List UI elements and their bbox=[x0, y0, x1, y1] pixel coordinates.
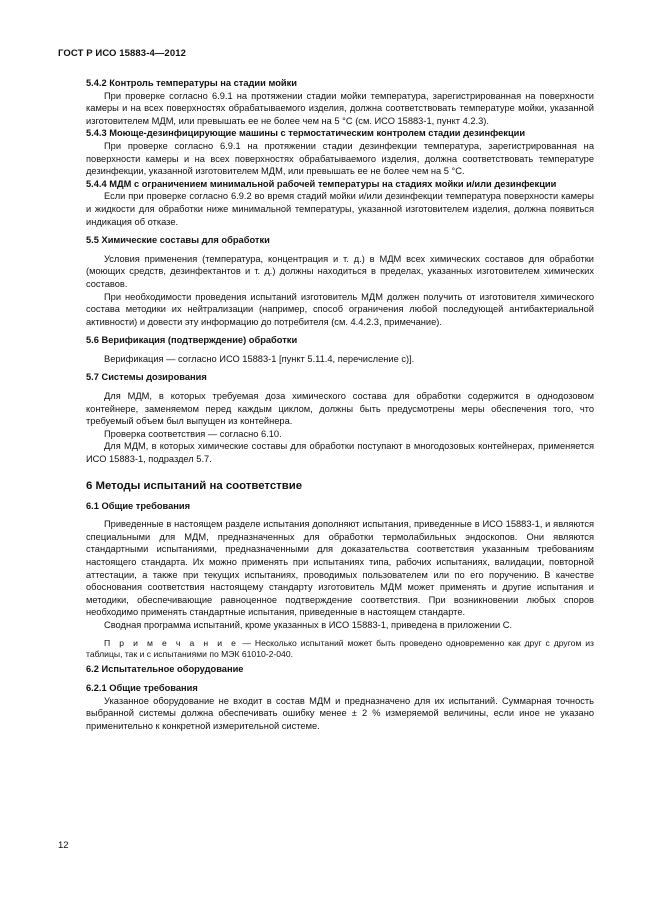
paragraph: Условия применения (температура, концентрация и т. д.) в МДМ всех химических составов для обработки (моющих средств, дезинфектантов и т. д.) должны находиться в пределах, указанных изготовителем химических составов. bbox=[86, 253, 594, 289]
note-label: П р и м е ч а н и е bbox=[104, 637, 239, 648]
paragraph: При проверке согласно 6.9.1 на протяжении стадии мойки температура, зарегистрированная на поверхности камеры и на всех поверхностях обрабатываемого изделия, должна соответствовать температуре мойки, указанной изготовителем МДМ, или превышать ее не более чем на 5 °С (см. ИСО 15883-1, пункт 4.2.3). bbox=[86, 90, 594, 126]
paragraph: Указанное оборудование не входит в состав МДМ и предназначено для их испытаний. Суммарная точность выбранной системы должна обеспечивать ошибку менее ± 2 % измеряемой величины, если иное не указано применительно к конкретной измерительной системе. bbox=[86, 695, 594, 731]
section-heading-5-6: 5.6 Верификация (подтверждение) обработки bbox=[86, 335, 298, 346]
section-heading-5-4-3: 5.4.3 Моюще-дезинфицирующие машины с термостатическим контролем стадии дезинфекции bbox=[86, 128, 526, 139]
section-heading-5-5: 5.5 Химические составы для обработки bbox=[86, 235, 270, 246]
section-heading-5-4-2: 5.4.2 Контроль температуры на стадии мойки bbox=[86, 78, 297, 88]
section-heading-6-1: 6.1 Общие требования bbox=[86, 500, 191, 511]
note bbox=[86, 638, 594, 661]
paragraph: Для МДМ, в которых требуемая доза химического состава для обработки содержится в однодозовом контейнере, заменяемом перед каждым циклом, должны быть предусмотрены меры обеспечения того, что требуемый объем был выпущен из контейнера. bbox=[86, 391, 594, 427]
section-heading-5-4-4: 5.4.4 МДМ с ограничением минимальной рабочей температуры на стадиях мойки и/или дезинфекции bbox=[86, 178, 557, 189]
section-heading-5-7: 5.7 Системы дозирования bbox=[86, 372, 207, 383]
paragraph: Проверка соответствия — согласно 6.10. bbox=[104, 428, 282, 439]
paragraph: Если при проверке согласно 6.9.2 во время стадий мойки и/или дезинфекции температура поверхности камеры и жидкости для обработки ниже минимальной температуры, указанной изготовителем изделия, должна появиться индикация об отказе. bbox=[86, 191, 594, 227]
paragraph: Приведенные в настоящем разделе испытания дополняют испытания, приведенные в ИСО 15883-1, и являются специальными для МДМ, предназначенных для обработки термолабильных эндоскопов. Они являются стандартными испытаниями, предназначенными для доказательства соответствия указанным требованиям настоящего стандарта. Их можно применять при испытаниях типа, рабочих испытаниях, валидации, повторной аттестации, а также при текущих испытаниях, проводимых пользователем или по его поручению. В качестве обоснования соответствия настоящему стандарту изготовитель МДМ может применять и другие испытания и методики, обеспечивающие равноценное подтверждение соответствия. При возникновении любых споров необходимо применять стандартные испытания, приведенные в настоящем стандарте. bbox=[86, 519, 594, 618]
paragraph: Верификация — согласно ИСО 15883-1 [пункт 5.11.4, перечисление с)]. bbox=[104, 353, 415, 364]
section-heading-6-2: 6.2 Испытательное оборудование bbox=[86, 664, 244, 675]
paragraph: Для МДМ, в которых химические составы для обработки поступают в многодозовых контейнерах, применяется ИСО 15883-1, подраздел 5.7. bbox=[86, 441, 594, 465]
page-number: 12 bbox=[58, 840, 69, 851]
paragraph: Сводная программа испытаний, кроме указанных в ИСО 15883-1, приведена в приложении С. bbox=[104, 619, 513, 630]
document-body bbox=[86, 77, 594, 732]
section-heading-6: 6 Методы испытаний на соответствие bbox=[86, 479, 303, 492]
paragraph: При проверке согласно 6.9.1 на протяжении стадии дезинфекции температура, зарегистрированная на поверхности камеры и на всех поверхностях обрабатываемого изделия, должна соответствовать температуре дезинфекции, указанной изготовителем МДМ, или превышать ее не более чем на 5 °С. bbox=[86, 140, 594, 177]
document-header: ГОСТ Р ИСО 15883-4—2012 bbox=[58, 48, 186, 59]
paragraph: При необходимости проведения испытаний изготовитель МДМ должен получить от изготовителя химического состава методики их нейтрализации (например, способ ограничения любой последующей антибактериальной активности) и довести эту информацию до потребителя (см. 4.4.2.3, примечание). bbox=[86, 291, 594, 327]
section-heading-6-2-1: 6.2.1 Общие требования bbox=[86, 682, 198, 693]
note-text: — Несколько испытаний может быть проведено одновременно как друг с другом из таблицы, так и с испытаниями по МЭК 61010-2-040. bbox=[86, 637, 594, 659]
